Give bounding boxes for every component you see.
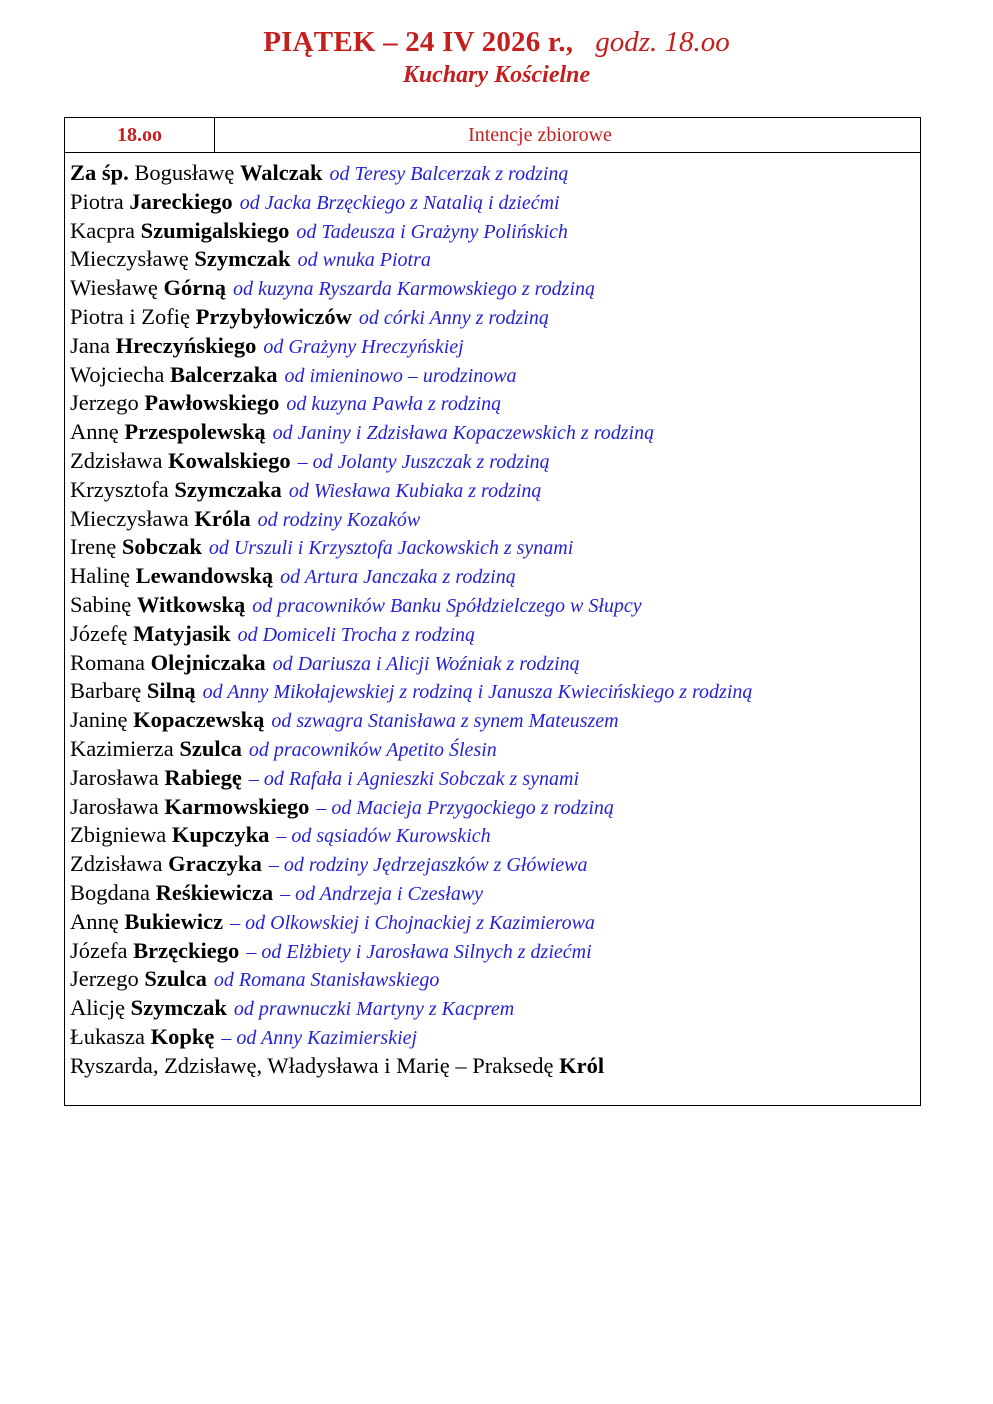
entry-surname: Króla xyxy=(194,505,251,531)
entry-surname: Szymczaka xyxy=(174,476,282,502)
entry-given-name: Ryszarda, Zdzisławę, Władysława i Marię – Praksedę xyxy=(70,1052,554,1078)
list-item xyxy=(70,159,920,188)
entry-surname: Szulca xyxy=(179,735,242,761)
entry-donor: od Artura Janczaka z rodziną xyxy=(280,566,516,589)
entry-surname: Przespolewską xyxy=(124,419,266,445)
time-label: godz. xyxy=(595,26,658,58)
list-item xyxy=(70,418,920,447)
entry-surname: Szulca xyxy=(144,966,207,992)
entry-donor: – od Andrzeja i Czesławy xyxy=(280,882,484,905)
list-item xyxy=(70,764,920,793)
entry-given-name: Annę xyxy=(70,419,119,445)
entry-given-name: Jarosława xyxy=(70,793,159,819)
entry-donor: od Tadeusza i Grażyny Polińskich xyxy=(296,220,568,243)
list-item xyxy=(70,274,920,303)
entry-surname: Przybyłowiczów xyxy=(195,303,352,329)
entry-given-name: Bogdana xyxy=(70,879,150,905)
entry-given-name: Irenę xyxy=(70,534,117,560)
entry-surname: Silną xyxy=(146,678,196,704)
entry-given-name: Zbigniewa xyxy=(70,822,167,848)
entry-donor: od wnuka Piotra xyxy=(297,249,431,272)
entry-given-name: Alicję xyxy=(70,995,125,1021)
entry-donor: od Wiesława Kubiaka z rodziną xyxy=(288,479,542,502)
entry-given-name: Jarosława xyxy=(70,764,159,790)
intention-list xyxy=(65,153,920,1081)
list-item xyxy=(70,850,920,879)
list-item xyxy=(70,677,920,706)
list-item xyxy=(70,505,920,534)
entry-surname: Karmowskiego xyxy=(164,793,310,819)
entry-given-name: Jerzego xyxy=(70,390,139,416)
entry-given-name: Krzysztofa xyxy=(70,476,169,502)
entry-surname: Król xyxy=(559,1052,605,1078)
entry-surname: Hreczyńskiego xyxy=(115,332,257,358)
time-value: 18.oo xyxy=(664,26,730,58)
entry-given-name: Wojciecha xyxy=(70,361,165,387)
list-item xyxy=(70,188,920,217)
table-header-row xyxy=(65,118,920,153)
entry-given-name: Janinę xyxy=(70,707,128,733)
list-item xyxy=(70,591,920,620)
entry-given-name: Mieczysławę xyxy=(70,246,189,272)
date-title: PIĄTEK – 24 IV 2026 r., xyxy=(263,26,574,58)
entry-surname: Jareckiego xyxy=(129,188,233,214)
entry-given-name: Sabinę xyxy=(70,591,132,617)
entry-surname: Szymczak xyxy=(130,995,227,1021)
entry-donor: od pracowników Apetito Ślesin xyxy=(248,738,497,761)
entry-given-name: Bogusławę xyxy=(134,160,235,185)
entry-donor: od Jacka Brzęckiego z Natalią i dziećmi xyxy=(239,191,560,214)
entry-donor: od córki Anny z rodziną xyxy=(358,306,549,329)
entry-given-name: Piotra xyxy=(70,188,124,214)
entry-donor: od Urszuli i Krzysztofa Jackowskich z synami xyxy=(208,537,574,560)
table-title-cell: Intencje zbiorowe xyxy=(468,124,612,146)
list-item xyxy=(70,735,920,764)
entry-donor: – od sąsiadów Kurowskich xyxy=(276,825,491,848)
list-item xyxy=(70,937,920,966)
entry-donor: od szwagra Stanisława z synem Mateuszem xyxy=(271,710,619,733)
date-line xyxy=(0,24,993,60)
entry-prefix: Za śp. xyxy=(70,160,129,185)
entry-donor: od Janiny i Zdzisława Kopaczewskich z rodziną xyxy=(272,422,655,445)
entry-donor: od kuzyna Pawła z rodziną xyxy=(286,393,502,416)
entry-given-name: Kazimierza xyxy=(70,735,174,761)
entry-surname: Sobczak xyxy=(121,534,202,560)
list-item xyxy=(70,620,920,649)
list-item xyxy=(70,1023,920,1052)
entry-surname: Bukiewicz xyxy=(124,908,224,934)
entry-surname: Lewandowską xyxy=(135,563,274,589)
list-item xyxy=(70,303,920,332)
entry-donor: od Grażyny Hreczyńskiej xyxy=(263,335,464,358)
entry-donor: – od Rafała i Agnieszki Sobczak z synami xyxy=(248,767,579,790)
entry-given-name: Annę xyxy=(70,908,119,934)
entry-donor: – od Olkowskiej i Chojnackiej z Kazimierowa xyxy=(230,911,595,934)
entry-donor: od Dariusza i Alicji Woźniak z rodziną xyxy=(272,652,580,675)
entry-surname: Matyjasik xyxy=(133,620,231,646)
entry-given-name: Zdzisława xyxy=(70,447,163,473)
list-item xyxy=(70,476,920,505)
entry-donor: od pracowników Banku Spółdzielczego w Słupcy xyxy=(252,594,642,617)
list-item xyxy=(70,533,920,562)
entry-surname: Górną xyxy=(163,275,226,301)
entry-given-name: Wiesławę xyxy=(70,275,158,301)
entry-donor: – od Macieja Przygockiego z rodziną xyxy=(316,796,614,819)
entry-surname: Kupczyka xyxy=(171,822,270,848)
entry-given-name: Halinę xyxy=(70,563,130,589)
entry-donor: – od Jolanty Juszczak z rodziną xyxy=(297,450,550,473)
entry-given-name: Zdzisława xyxy=(70,851,163,877)
entry-surname: Walczak xyxy=(240,160,323,185)
entry-surname: Olejniczaka xyxy=(150,649,266,675)
entry-given-name: Łukasza xyxy=(70,1023,145,1049)
list-item xyxy=(70,562,920,591)
entry-given-name: Mieczysława xyxy=(70,505,189,531)
entry-given-name: Barbarę xyxy=(70,678,142,704)
entry-given-name: Jerzego xyxy=(70,966,139,992)
entry-donor: od prawnuczki Martyny z Kacprem xyxy=(233,998,515,1021)
intentions-table xyxy=(64,117,921,1106)
list-item xyxy=(70,821,920,850)
place-title: Kuchary Kościelne xyxy=(402,62,591,88)
entry-surname: Graczyka xyxy=(168,851,262,877)
entry-surname: Kowalskiego xyxy=(168,447,291,473)
list-item xyxy=(70,706,920,735)
entry-donor: od rodziny Kozaków xyxy=(257,508,421,531)
page-header xyxy=(0,24,993,90)
list-item xyxy=(70,793,920,822)
list-item xyxy=(70,1052,920,1081)
entry-given-name: Kacpra xyxy=(70,217,135,243)
list-item xyxy=(70,649,920,678)
list-item xyxy=(70,389,920,418)
entry-surname: Szymczak xyxy=(194,246,291,272)
entry-surname: Balcerzaka xyxy=(170,361,278,387)
list-item xyxy=(70,217,920,246)
list-item xyxy=(70,361,920,390)
entry-surname: Rabiegę xyxy=(164,764,242,790)
entry-donor: – od rodziny Jędrzejaszków z Główiewa xyxy=(268,854,588,877)
entry-donor: od Domiceli Trocha z rodziną xyxy=(237,623,476,646)
entry-donor: od imieninowo – urodzinowa xyxy=(284,364,517,387)
entry-given-name: Józefa xyxy=(70,937,128,963)
entry-surname: Pawłowskiego xyxy=(144,390,280,416)
list-item xyxy=(70,994,920,1023)
list-item xyxy=(70,245,920,274)
entry-surname: Kopkę xyxy=(150,1023,215,1049)
entry-donor: od Romana Stanisławskiego xyxy=(213,969,440,992)
entry-surname: Reśkiewicza xyxy=(155,879,274,905)
entry-surname: Szumigalskiego xyxy=(140,217,290,243)
entry-surname: Brzęckiego xyxy=(133,937,240,963)
list-item xyxy=(70,965,920,994)
list-item xyxy=(70,447,920,476)
entry-given-name: Józefę xyxy=(70,620,128,646)
table-time-cell: 18.oo xyxy=(65,118,215,152)
entry-given-name: Jana xyxy=(70,332,110,358)
list-item xyxy=(70,332,920,361)
entry-donor: – od Elżbiety i Jarosława Silnych z dziećmi xyxy=(246,940,592,963)
entry-given-name: Romana xyxy=(70,649,145,675)
entry-surname: Witkowską xyxy=(136,591,246,617)
list-item xyxy=(70,908,920,937)
entry-donor: od kuzyna Ryszarda Karmowskiego z rodziną xyxy=(232,278,595,301)
entry-donor: od Anny Mikołajewskiej z rodziną i Janusza Kwiecińskiego z rodziną xyxy=(202,681,753,704)
entry-donor: – od Anny Kazimierskiej xyxy=(221,1026,418,1049)
entry-surname: Kopaczewską xyxy=(133,707,265,733)
entry-given-name: Piotra i Zofię xyxy=(70,303,190,329)
entry-donor: od Teresy Balcerzak z rodziną xyxy=(329,163,569,185)
list-item xyxy=(70,879,920,908)
